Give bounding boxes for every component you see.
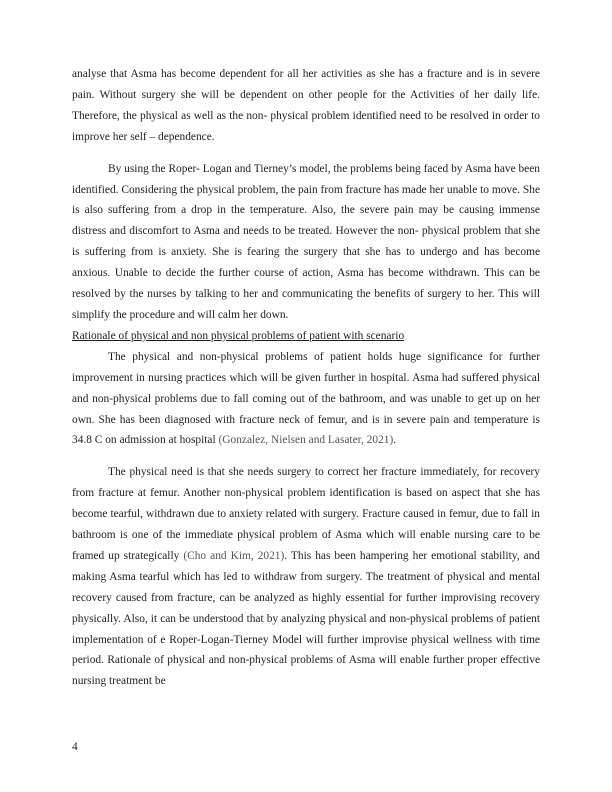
citation-gonzalez: (Gonzalez, Nielsen and Lasater, 2021)	[218, 434, 394, 447]
paragraph-3-text: The physical and non-physical problems of patient holds huge significance for further improvement in nursing practices which will be given further in hospital. Asma had suffered physical and non-physical problems due to fall coming out of the bathroom, and was unable to get up on her own. She has been diagnosed with fracture neck of femur, and is in severe pain and temperature is 34.8 C on admission at hospital	[72, 350, 540, 447]
body-text	[72, 64, 540, 692]
paragraph-2: By using the Roper- Logan and Tierney’s model, the problems being faced by Asma have been identified. Considering the physical problem, the pain from fracture has made her unable to move. She is also suffering from a drop in the temperature. Also, the severe pain may be causing immense distress and discomfort to Asma and needs to be treated. However the non- physical problem that she is suffering from is anxiety. She is fearing the surgery that she has to undergo and has become anxious. Unable to decide the further course of action, Asma has become withdrawn. This can be resolved by the nurses by talking to her and communicating the benefits of surgery to her. This will simplify the procedure and will calm her down.	[72, 162, 540, 321]
page-number: 4	[72, 741, 78, 753]
paragraph-3	[72, 347, 540, 452]
paragraph-3-end: .	[393, 434, 397, 447]
citation-cho-kim: (Cho and Kim, 2021)	[183, 549, 285, 562]
paragraph-4-text-b: . This has been hampering her emotional stability, and making Asma tearful which has led to withdraw from surgery. The treatment of physical and mental recovery caused from fracture, can be analyzed as highly essential for further improvising recovery physically. Also, it can be understood that by analyzing physical and non-physical problems of patient implementation of e Roper-Logan-Tierney Model will further improvise physical wellness with time period. Rationale of physical and non-physical problems of Asma will enable further proper effective nursing treatment be	[72, 549, 540, 688]
section-heading: Rationale of physical and non physical problems of patient with scenario	[72, 329, 405, 342]
paragraph-4	[72, 462, 540, 692]
paragraph-4-text-a: The physical need is that she needs surgery to correct her fracture immediately, for recovery from fracture at femur. Another non-physical problem identification is based on aspect that she has become tearful, withdrawn due to anxiety related with surgery. Fracture caused in femur, due to fall in bathroom is one of the immediate physical problem of Asma which will enable nursing care to be framed up strategically	[72, 466, 540, 562]
paragraph-1: analyse that Asma has become dependent for all her activities as she has a fracture and is in severe pain. Without surgery she will be dependent on other people for the Activities of her daily life. Therefore, the physical as well as the non- physical problem identified need to be resolved in order to improve her self – dependence.	[72, 68, 540, 143]
